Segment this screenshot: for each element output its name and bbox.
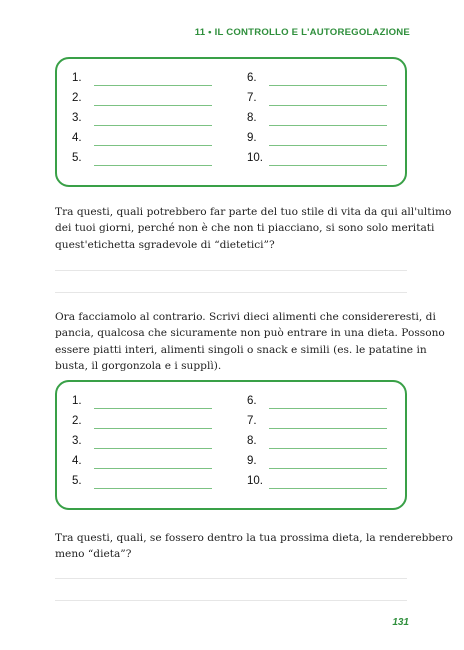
writing-line[interactable] (94, 145, 212, 146)
item-number: 10. (247, 152, 263, 164)
item-number: 6. (247, 395, 257, 407)
answer-line[interactable] (55, 600, 407, 601)
writing-line[interactable] (94, 125, 212, 126)
paragraph-line: Ora facciamolo al contrario. Scrivi dieci alimenti che considereresti, di (55, 311, 436, 323)
item-number: 6. (247, 72, 257, 84)
food-list-box-2 (55, 380, 407, 510)
writing-line[interactable] (269, 428, 387, 429)
item-number: 5. (72, 152, 82, 164)
question-paragraph-2 (55, 530, 453, 563)
item-number: 4. (72, 455, 82, 467)
item-number: 5. (72, 475, 82, 487)
writing-line[interactable] (94, 85, 212, 86)
writing-line[interactable] (269, 488, 387, 489)
paragraph-line: meno “dieta”? (55, 548, 132, 561)
item-number: 1. (72, 395, 82, 407)
writing-line[interactable] (269, 145, 387, 146)
writing-line[interactable] (269, 105, 387, 106)
item-number: 7. (247, 415, 257, 427)
paragraph-line: Tra questi, quali, se fossero dentro la tua prossima dieta, la renderebbero (55, 532, 453, 544)
paragraph-line: busta, il gorgonzola e i supplì). (55, 360, 222, 373)
item-number: 1. (72, 72, 82, 84)
writing-line[interactable] (94, 448, 212, 449)
page-number: 131 (392, 617, 409, 628)
item-number: 10. (247, 475, 263, 487)
writing-line[interactable] (94, 105, 212, 106)
writing-line[interactable] (94, 488, 212, 489)
writing-line[interactable] (94, 428, 212, 429)
writing-line[interactable] (269, 125, 387, 126)
item-number: 9. (247, 455, 257, 467)
paragraph-line: quest'etichetta sgradevole di “dietetici”? (55, 238, 275, 251)
item-number: 3. (72, 112, 82, 124)
item-number: 9. (247, 132, 257, 144)
item-number: 3. (72, 435, 82, 447)
paragraph-line: dei tuoi giorni, perché non è che non ti piacciano, si sono solo meritati (55, 222, 435, 235)
writing-line[interactable] (269, 85, 387, 86)
writing-line[interactable] (269, 408, 387, 409)
item-number: 4. (72, 132, 82, 144)
answer-line[interactable] (55, 578, 407, 579)
writing-line[interactable] (269, 448, 387, 449)
food-list-box-1 (55, 57, 407, 187)
item-number: 8. (247, 435, 257, 447)
writing-line[interactable] (269, 468, 387, 469)
writing-line[interactable] (269, 165, 387, 166)
writing-line[interactable] (94, 408, 212, 409)
item-number: 2. (72, 415, 82, 427)
writing-line[interactable] (94, 165, 212, 166)
instruction-paragraph (55, 309, 445, 375)
paragraph-line: pancia, qualcosa che sicuramente non può entrare in una dieta. Possono (55, 327, 445, 340)
answer-line[interactable] (55, 292, 407, 293)
question-paragraph-1 (55, 204, 452, 253)
item-number: 7. (247, 92, 257, 104)
writing-line[interactable] (94, 468, 212, 469)
answer-line[interactable] (55, 270, 407, 271)
chapter-header: 11 • IL CONTROLLO E L'AUTOREGOLAZIONE (194, 27, 410, 38)
item-number: 8. (247, 112, 257, 124)
item-number: 2. (72, 92, 82, 104)
paragraph-line: Tra questi, quali potrebbero far parte del tuo stile di vita da qui all'ultimo (55, 206, 452, 218)
paragraph-line: essere piatti interi, alimenti singoli o snack e simili (es. le patatine in (55, 343, 427, 356)
